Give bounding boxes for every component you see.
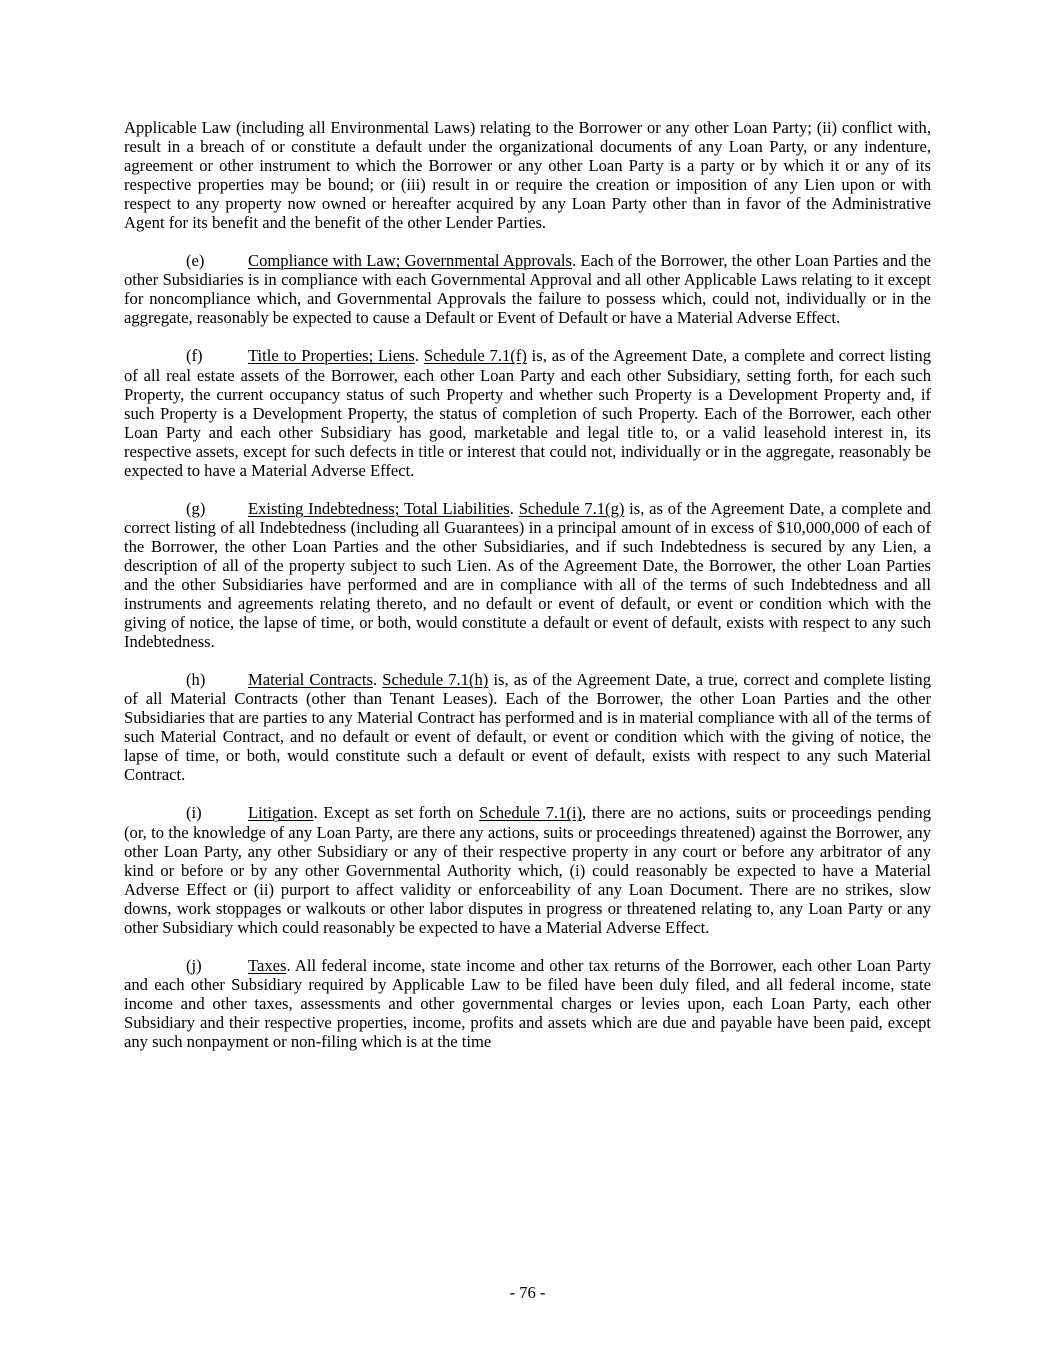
schedule-reference: Schedule 7.1(i) <box>479 803 583 823</box>
document-page <box>124 118 931 1070</box>
section-title: Litigation <box>248 803 314 823</box>
section-h <box>124 670 931 784</box>
section-body: is, as of the Agreement Date, a complete and correct listing of all real estate assets of the Borrower, each other Loan Party and each other Subsidiary, setting forth, for each such Property, the current occupancy status of such Property and whether such Property is a Development Property and, if such Property is a Development Property, the status of completion of such Property. Each of the Borrower, each other Loan Party and each other Subsidiary has good, marketable and legal title to, or a valid leasehold interest in, its respective assets, except for such defects in title or interest that could not, individually or in the aggregate, reasonably be expected to have a Material Adverse Effect. <box>124 346 931 480</box>
section-j <box>124 956 931 1051</box>
section-title: Title to Properties; Liens <box>248 346 415 366</box>
section-title: Taxes <box>248 955 287 975</box>
section-body: Each of the Borrower, the other Loan Parties and the other Subsidiaries is in compliance with each Governmental Approval and all other Applicable Laws relating to it except for noncompliance which, and Governmental Approvals the failure to possess which, could not, individually or in the aggregate, reasonably be expected to cause a Default or Event of Default or have a Material Adverse Effect. <box>124 251 931 328</box>
section-f <box>124 346 931 479</box>
title-separator: . <box>286 955 295 975</box>
section-g <box>124 499 931 651</box>
section-number: (f) <box>186 346 203 366</box>
section-number: (h) <box>186 670 206 690</box>
page-number: - 76 - <box>509 1283 546 1302</box>
title-separator: . <box>509 498 519 518</box>
section-title: Existing Indebtedness; Total Liabilities <box>248 498 510 518</box>
schedule-reference: Schedule 7.1(h) <box>382 670 489 690</box>
section-title: Material Contracts <box>248 670 373 690</box>
section-body: , there are no actions, suits or proceedings pending (or, to the knowledge of any Loan Party, are there any actions, suits or proceedings threatened) against the Borrower, any other Loan Party, any other Subsidiary or any of their respective property in any court or before any arbitrator of any kind or before or by any other Governmental Authority which, (i) could reasonably be expected to have a Material Adverse Effect or (ii) purport to affect validity or enforceability of any Loan Document. There are no strikes, slow downs, work stoppages or walkouts or other labor disputes in progress or threatened relating to, any Loan Party or any other Subsidiary which could reasonably be expected to have a Material Adverse Effect. <box>124 803 931 937</box>
title-separator: . <box>414 346 424 366</box>
section-title: Compliance with Law; Governmental Approvals <box>248 251 572 271</box>
section-body: is, as of the Agreement Date, a complete and correct listing of all Indebtedness (including all Guarantees) in a principal amount of in excess of $10,000,000 of each of the Borrower, the other Loan Parties and the other Subsidiaries, and if such Indebtedness is secured by any Lien, a description of all of the property subject to such Lien. As of the Agreement Date, the Borrower, the other Loan Parties and the other Subsidiaries have performed and are in compliance with all of the terms of such Indebtedness and all instruments and agreements relating thereto, and no default or event of default, or event or condition which with the giving of notice, the lapse of time, or both, would constitute a default or event of default, exists with respect to any such Indebtedness. <box>124 498 931 652</box>
intro-paragraph: Applicable Law (including all Environmental Laws) relating to the Borrower or any other Loan Party; (ii) conflict with, result in a breach of or constitute a default under the organizational documents of any Loan Party, or any indenture, agreement or other instrument to which the Borrower or any other Loan Party is a party or by which it or any of its respective properties may be bound; or (iii) result in or require the creation or imposition of any Lien upon or with respect to any property now owned or hereafter acquired by any Loan Party other than in favor of the Administrative Agent for its benefit and the benefit of the other Lender Parties. <box>124 118 931 233</box>
title-separator: . Except as set forth on <box>313 803 480 823</box>
section-body: All federal income, state income and other tax returns of the Borrower, each other Loan Party and each other Subsidiary required by Applicable Law to be filed have been duly filed, and all federal income, state income and other taxes, assessments and other governmental charges or levies upon, each Loan Party, each other Subsidiary and their respective properties, income, profits and assets which are due and payable have been paid, except any such nonpayment or non-filing which is at the time <box>124 955 931 1051</box>
section-number: (e) <box>186 251 205 271</box>
schedule-reference: Schedule 7.1(g) <box>518 498 625 518</box>
section-i <box>124 803 931 936</box>
title-separator: . <box>372 670 383 690</box>
section-number: (i) <box>186 803 202 823</box>
section-number: (g) <box>186 498 206 518</box>
schedule-reference: Schedule 7.1(f) <box>423 346 527 366</box>
section-e <box>124 251 931 327</box>
section-number: (j) <box>186 955 202 975</box>
section-body: is, as of the Agreement Date, a true, correct and complete listing of all Material Contracts (other than Tenant Leases). Each of the Borrower, the other Loan Parties and the other Subsidiaries that are parties to any Material Contract has performed and is in material compliance with all of the terms of such Material Contract, and no default or event of default, or event or condition which with the giving of notice, the lapse of time, or both, would constitute such a default or event of default, exists with respect to any such Material Contract. <box>124 670 932 785</box>
title-separator: . <box>571 251 581 271</box>
